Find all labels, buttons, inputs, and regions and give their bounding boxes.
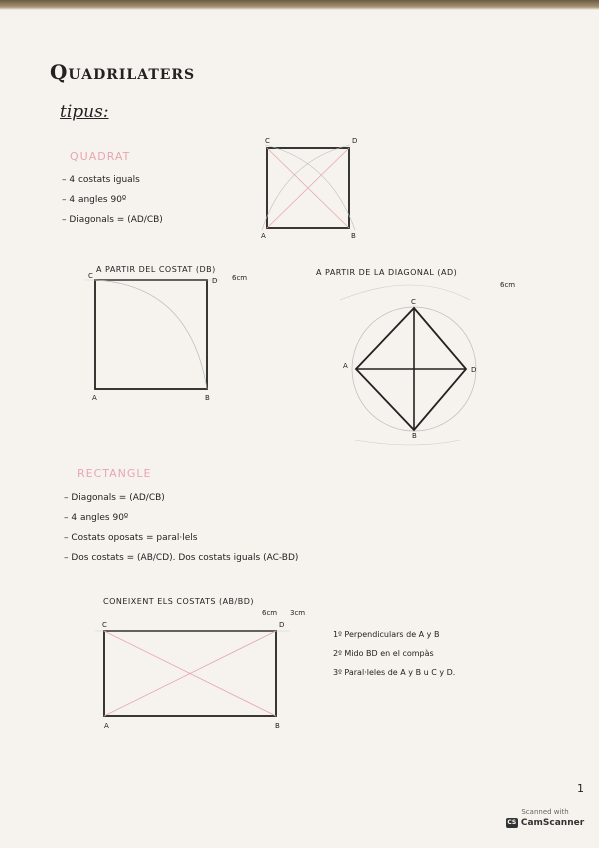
construction-label-c: C [102,621,107,629]
from-diag-measure: 6cm [500,281,516,289]
from-side-label-d: D [212,277,218,285]
camscanner-brand: CamScanner [520,818,585,828]
rectangle-bullet-4: – Dos costats = (AB/CD). Dos costats iguals (AC-BD) [64,548,298,568]
square-label-a: A [261,232,266,240]
construction-label-d: D [279,621,285,629]
scanner-watermark [505,808,585,840]
from-diag-heading: A PARTIR DE LA DIAGONAL (AD) [316,268,458,277]
from-diag-label-d: D [471,366,477,374]
diag-arc-top [340,285,470,300]
square-label-b: B [351,232,356,240]
from-side-label-b: B [205,394,210,402]
from-side-measure: 6cm [232,274,248,282]
square-arc-2 [262,145,350,230]
rectangle-heading: RECTANGLE [77,467,152,480]
construction-label-a: A [104,722,109,730]
square-bullet-3: – Diagonals = (AD/CB) [62,210,163,230]
from-diag-label-c: C [411,298,416,306]
construction-heading: CONEIXENT ELS COSTATS (AB/BD) [103,597,254,606]
construction-label-b: B [275,722,280,730]
square-bullet-1: – 4 costats iguals [62,170,163,190]
scanned-with-text: Scanned with [521,808,569,816]
side-square-arc [95,280,207,389]
construction-step-2: 2º Mido BD en el compàs [333,649,434,658]
square-bullet-2: – 4 angles 90º [62,190,163,210]
construction-step-1: 1º Perpendiculars de A y B [333,630,440,639]
from-side-heading: A PARTIR DEL COSTAT (DB) [96,265,216,274]
from-side-label-a: A [92,394,97,402]
square-label-c: C [265,137,270,145]
page-title: Quadrilaters [50,60,196,84]
construction-step-3: 3º Paral·leles de A y B u C y D. [333,668,456,677]
rectangle-bullet-2: – 4 angles 90º [64,508,298,528]
from-side-label-c: C [88,272,93,280]
side-square-figure [85,280,220,389]
construction-measure-1: 6cm [262,609,278,617]
rect-figure [95,631,290,716]
diag-arc-bottom [355,440,460,445]
page-subtitle: tipus: [60,102,109,122]
page-number: 1 [577,782,584,795]
diag-square-figure [340,285,476,445]
camscanner-logo-icon: CS [507,819,517,826]
rectangle-bullets [64,488,298,568]
construction-steps [333,625,455,682]
rectangle-bullet-1: – Diagonals = (AD/CB) [64,488,298,508]
side-square-outline [95,280,207,389]
construction-measure-2: 3cm [290,609,306,617]
rectangle-bullet-3: – Costats oposats = paral·lels [64,528,298,548]
square-heading: QUADRAT [70,150,131,163]
from-diag-label-b: B [412,432,417,440]
square-figure [262,145,355,230]
square-label-d: D [352,137,358,145]
from-diag-label-a: A [343,362,348,370]
